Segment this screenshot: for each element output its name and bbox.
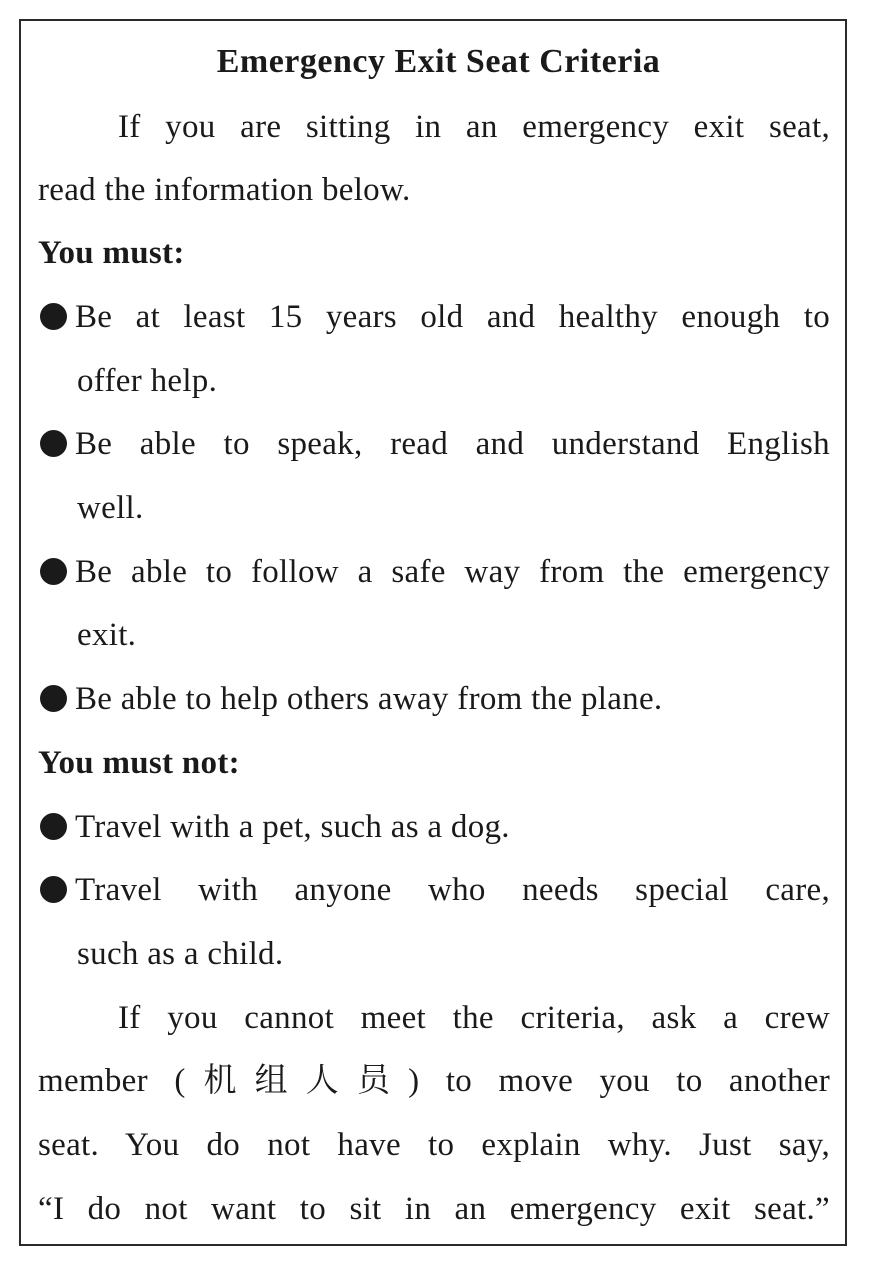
bullet-icon — [40, 430, 67, 457]
intro-line-2: read the information below. — [38, 172, 411, 208]
list-item-text: Be able to follow a safe way from the emergency — [75, 554, 830, 590]
bullet-icon — [40, 876, 67, 903]
list-item — [40, 285, 830, 349]
list-item — [40, 858, 830, 922]
list-item-text: Travel with anyone who needs special care, — [75, 872, 830, 908]
closing-line-3: seat. You do not have to explain why. Just say, — [38, 1127, 830, 1163]
list-item-continuation: well. — [77, 490, 144, 526]
list-item-text: Travel with a pet, such as a dog. — [75, 809, 510, 845]
intro-line-1: If you are sitting in an emergency exit seat, — [118, 109, 830, 145]
list-item — [40, 540, 830, 604]
list-item-continuation: exit. — [77, 617, 137, 653]
list-item-text: Be able to help others away from the plane. — [75, 681, 663, 717]
must-heading: You must: — [38, 235, 185, 271]
bullet-icon — [40, 558, 67, 585]
list-item-text: Be able to speak, read and understand English — [75, 426, 830, 462]
must-not-heading: You must not: — [38, 745, 240, 781]
list-item-text: Be at least 15 years old and healthy enough to — [75, 299, 830, 335]
closing-line-4: “I do not want to sit in an emergency exit seat.” — [38, 1191, 830, 1227]
page-title: Emergency Exit Seat Criteria — [216, 43, 661, 80]
closing-line-2: member (机组人员) to move you to another — [38, 1063, 830, 1099]
list-item — [40, 667, 830, 731]
list-item — [40, 795, 830, 859]
list-item-continuation: offer help. — [77, 363, 218, 399]
bullet-icon — [40, 685, 67, 712]
bullet-icon — [40, 813, 67, 840]
bullet-icon — [40, 303, 67, 330]
list-item-continuation: such as a child. — [77, 936, 284, 972]
closing-line-1: If you cannot meet the criteria, ask a crew — [118, 1000, 830, 1036]
list-item — [40, 412, 830, 476]
